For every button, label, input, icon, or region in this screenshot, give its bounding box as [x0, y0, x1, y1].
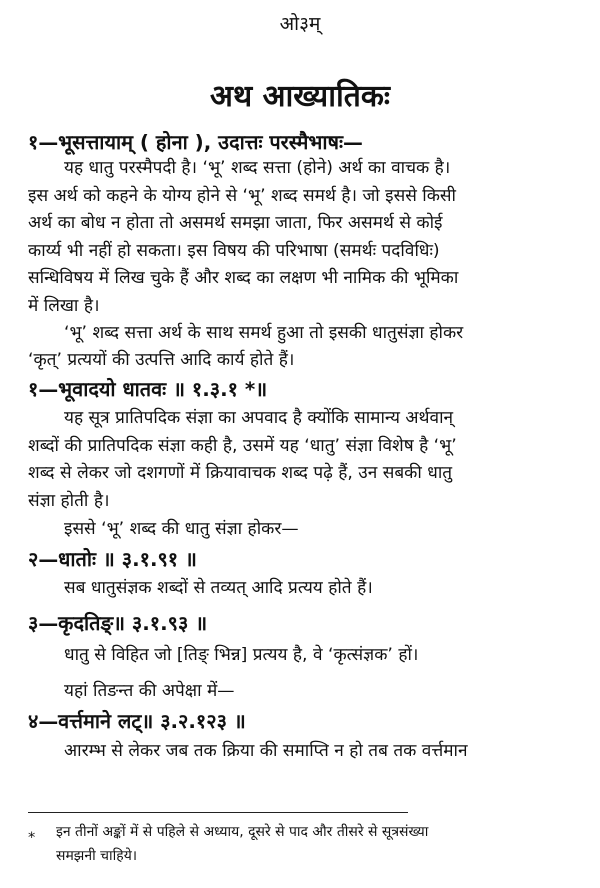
sutra-heading: २—धातोः ॥ ३.१.९१ ॥	[28, 548, 197, 571]
body-line: सन्धिविषय में लिख चुके हैं और शब्द का लक्षण भी नामिक की भूमिका	[28, 268, 459, 288]
sutra-heading: ३—कृदतिङ्॥ ३.१.९३ ॥	[28, 612, 208, 635]
page-header-invocation: ओ३म्	[279, 13, 321, 35]
body-line: ‘कृत्’ प्रत्ययों की उत्पत्ति आदि कार्य होते हैं।	[28, 350, 295, 370]
body-line: ‘भू’ शब्द सत्ता अर्थ के साथ समर्थ हुआ तो इसकी धातुसंज्ञा होकर	[64, 323, 464, 343]
body-line: शब्दों की प्रातिपदिक संज्ञा कही है, उसमें यह ‘धातु’ संज्ञा विशेष है ‘भू’	[28, 436, 457, 456]
sutra-heading: १—भूसत्तायाम् ( होना ), उदात्तः परस्मैभाषः—	[28, 131, 363, 154]
chapter-title: अथ आख्यातिकः	[210, 79, 390, 114]
body-line: यह धातु परस्मैपदी है। ‘भू’ शब्द सत्ता (होने) अर्थ का वाचक है।	[64, 158, 451, 178]
sutra-heading: ४—वर्त्तमाने लट्॥ ३.२.१२३ ॥	[28, 710, 246, 733]
sutra-heading: १—भूवादयो धातवः ॥ १.३.१ *॥	[28, 378, 268, 401]
footnote-marker: *	[28, 829, 36, 846]
body-line: इस अर्थ को कहने के योग्य होने से ‘भू’ शब्द समर्थ है। जो इससे किसी	[28, 186, 457, 206]
body-line: में लिखा है।	[28, 296, 100, 316]
body-line: आरम्भ से लेकर जब तक क्रिया की समाप्ति न हो तब तक वर्त्तमान	[64, 741, 468, 761]
body-line: शब्द से लेकर जो दशगणों में क्रियावाचक शब्द पढ़े हैं, उन सबकी धातु	[28, 463, 453, 483]
footnote-line: इन तीनों अङ्कों में से पहिले से अध्याय, दूसरे से पाद और तीसरे से सूत्रसंख्या	[56, 824, 429, 840]
body-line: यहां तिङन्त की अपेक्षा में—	[64, 681, 235, 701]
body-line: इससे ‘भू’ शब्द की धातु संज्ञा होकर—	[64, 519, 299, 539]
body-line: अर्थ का बोध न होता तो असमर्थ समझा जाता, फिर असमर्थ से कोई	[28, 213, 443, 233]
body-line: संज्ञा होती है।	[28, 491, 110, 511]
body-line: सब धातुसंज्ञक शब्दों से तव्यत् आदि प्रत्यय होते हैं।	[64, 578, 373, 598]
footnote-line: समझनी चाहिये।	[56, 848, 138, 864]
body-line: धातु से विहित जो [तिङ् भिन्न] प्रत्यय है, वे ‘कृत्संज्ञक’ हों।	[64, 645, 419, 665]
footnote-divider	[28, 812, 408, 813]
body-line: कार्य्य भी नहीं हो सकता। इस विषय की परिभाषा (समर्थः पदविधिः)	[28, 241, 440, 261]
body-line: यह सूत्र प्रातिपदिक संज्ञा का अपवाद है क्योंकि सामान्य अर्थवान्	[64, 408, 454, 428]
